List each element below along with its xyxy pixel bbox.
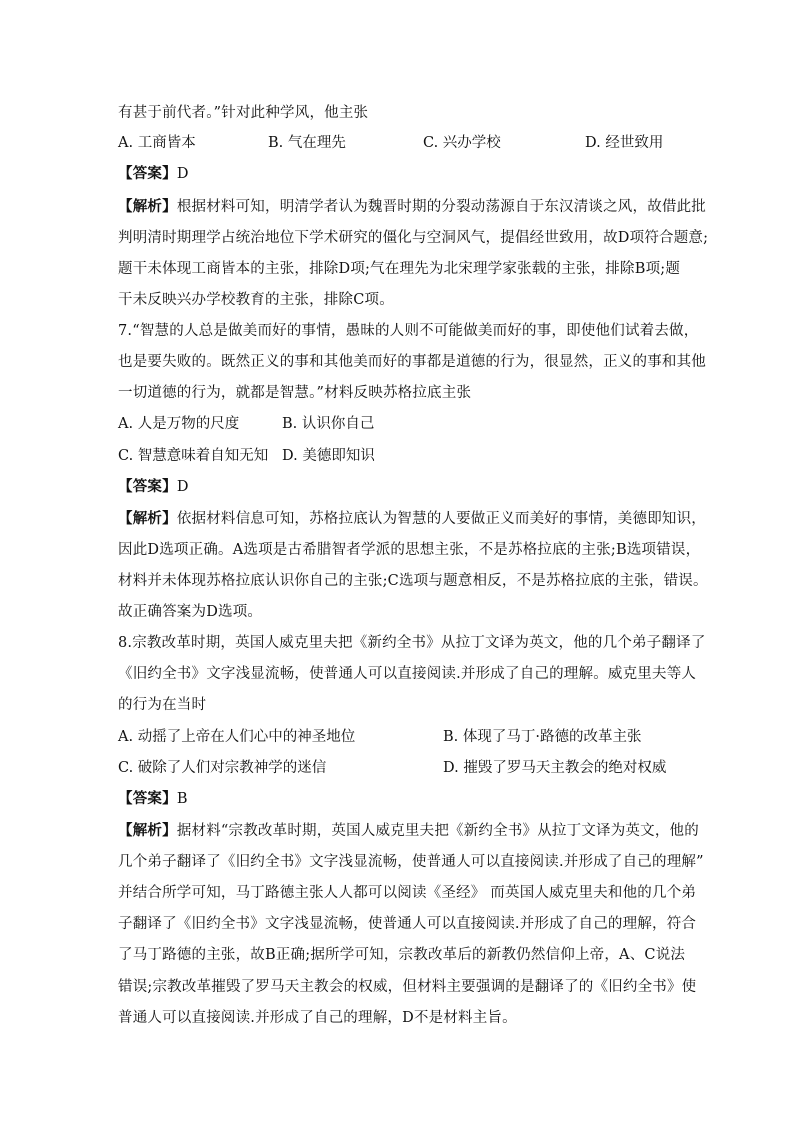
answer-tag: 【答案】 <box>118 478 177 495</box>
q7-answer <box>118 477 189 497</box>
q8-analysis-line-2: 几个弟子翻译了《旧约全书》文字浅显流畅，使普通人可以直接阅读.并形成了自己的理解” <box>118 854 704 870</box>
analysis-text: 依据材料信息可知，苏格拉底认为智慧的人要做正义而美好的事情，美德即知识， <box>176 511 707 527</box>
q7-stem-line-2: 也是要失败的。既然正义的事和其他美而好的事都是道德的行为，很显然，正义的事和其他 <box>118 354 706 370</box>
q8-stem-line-1: 8.宗教改革时期，英国人威克里夫把《新约全书》从拉丁文译为英文，他的几个弟子翻译了 <box>118 635 706 651</box>
q8-analysis-line-7: 普通人可以直接阅读.并形成了自己的理解，D不是材料主旨。 <box>118 1010 517 1026</box>
q6-option-a: A. 工商皆本 <box>118 135 196 151</box>
answer-value: D <box>176 166 189 182</box>
q6-analysis-line-4: 干未反映兴办学校教育的主张，排除C项。 <box>118 292 394 308</box>
answer-tag: 【答案】 <box>118 165 177 182</box>
analysis-tag: 【解析】 <box>118 198 177 215</box>
q6-stem-tail: 有甚于前代者。”针对此种学风，他主张 <box>118 105 369 121</box>
q7-option-a: A. 人是万物的尺度 <box>118 416 240 432</box>
q7-option-c: C. 智慧意味着自知无知 <box>118 448 269 464</box>
q7-analysis-line-4: 故正确答案为D选项。 <box>118 604 263 620</box>
q8-stem-line-3: 的行为在当时 <box>118 697 207 713</box>
analysis-text: 根据材料可知，明清学者认为魏晋时期的分裂动荡源自于东汉清谈之风，故借此批 <box>176 199 707 215</box>
q8-analysis-line-3: 并结合所学可知，马丁路德主张人人都可以阅读《圣经》 而英国人威克里夫和他的几个弟 <box>118 885 697 901</box>
q7-option-d: D. 美德即知识 <box>282 448 375 464</box>
q7-stem-line-1: 7.“智慧的人总是做美而好的事情，愚昧的人则不可能做美而好的事，即使他们试着去做， <box>118 323 699 339</box>
q7-option-b: B. 认识你自己 <box>282 416 375 432</box>
q7-analysis-line-2: 因此D选项正确。A选项是古希腊智者学派的思想主张，不是苏格拉底的主张;B选项错误， <box>118 542 701 558</box>
analysis-tag: 【解析】 <box>118 822 177 839</box>
q6-option-b: B. 气在理先 <box>268 135 346 151</box>
q8-analysis-line-1 <box>118 821 699 841</box>
q8-option-a: A. 动摇了上帝在人们心中的神圣地位 <box>118 729 356 745</box>
q8-stem-line-2: 《旧约全书》文字浅显流畅，使普通人可以直接阅读.并形成了自己的理解。威克里夫等人 <box>118 666 697 682</box>
q7-stem-line-3: 一切道德的行为，就都是智慧。”材料反映苏格拉底主张 <box>118 385 472 401</box>
answer-tag: 【答案】 <box>118 790 177 807</box>
q6-option-d: D. 经世致用 <box>585 135 664 151</box>
q7-analysis-line-3: 材料并未体现苏格拉底认识你自己的主张;C选项与题意相反，不是苏格拉底的主张，错误。 <box>118 573 708 589</box>
q6-option-c: C. 兴办学校 <box>423 135 501 151</box>
answer-value: D <box>176 479 189 495</box>
q8-analysis-line-4: 子翻译了《旧约全书》文字浅显流畅，使普通人可以直接阅读.并形成了自己的理解，符合 <box>118 916 697 932</box>
q8-option-b: B. 体现了马丁·路德的改革主张 <box>443 729 642 745</box>
q8-analysis-line-5: 了马丁路德的主张，故B正确;据所学可知，宗教改革后的新教仍然信仰上帝，A、C说法 <box>118 947 686 963</box>
q8-option-d: D. 摧毁了罗马天主教会的绝对权威 <box>443 760 667 776</box>
answer-value: B <box>176 791 188 807</box>
q6-answer <box>118 164 189 184</box>
q6-analysis-line-2: 判明清时期理学占统治地位下学术研究的僵化与空洞风气，提倡经世致用，故D项符合题意; <box>118 230 709 246</box>
analysis-tag: 【解析】 <box>118 510 177 527</box>
analysis-text: 据材料“宗教改革时期，英国人威克里夫把《新约全书》从拉丁文译为英文，他的 <box>176 823 699 839</box>
q8-option-c: C. 破除了人们对宗教神学的迷信 <box>118 760 327 776</box>
q6-analysis-line-3: 题干未体现工商皆本的主张，排除D项;气在理先为北宋理学家张载的主张，排除B项;题 <box>118 261 681 277</box>
q7-analysis-line-1 <box>118 509 706 529</box>
q8-analysis-line-6: 错误;宗教改革摧毁了罗马天主教会的权威，但材料主要强调的是翻译了的《旧约全书》使 <box>118 979 697 995</box>
q8-answer <box>118 789 188 809</box>
q6-analysis-line-1 <box>118 197 706 217</box>
